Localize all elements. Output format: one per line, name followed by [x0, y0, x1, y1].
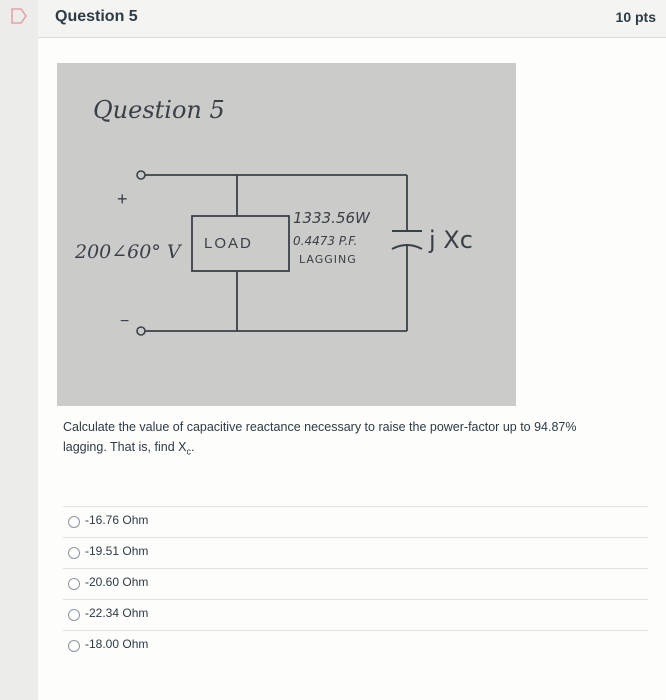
radio-button[interactable]: [68, 609, 80, 621]
load-label: LOAD: [204, 235, 253, 252]
left-rail: [0, 0, 39, 700]
question-title: Question 5: [55, 8, 138, 25]
radio-button[interactable]: [68, 516, 80, 528]
radio-button[interactable]: [68, 640, 80, 652]
answer-option[interactable]: [63, 507, 648, 537]
source-label: 200∠60° V: [75, 241, 181, 263]
radio-button[interactable]: [68, 578, 80, 590]
minus-sign: −: [120, 313, 130, 330]
circuit-figure: [57, 63, 516, 406]
load-lagging-label: LAGGING: [299, 253, 357, 266]
answer-option[interactable]: [63, 631, 648, 661]
question-text: Calculate the value of capacitive reactance necessary to raise the power-factor up to 94.87% lagging. That is, find $X_c$.: [63, 420, 577, 457]
question-header: [38, 0, 666, 38]
question-card: [38, 0, 666, 700]
circuit-diagram: [57, 63, 516, 406]
answer-label: -22.34 Ohm: [85, 606, 149, 620]
question-points: 10 pts: [615, 9, 656, 25]
load-pf-label: 0.4473 P.F.: [293, 234, 358, 248]
figure-heading: Question 5: [93, 96, 225, 124]
answer-label: -20.60 Ohm: [85, 575, 149, 589]
answer-label: -19.51 Ohm: [85, 544, 149, 558]
capacitor-label: j Xc: [429, 226, 473, 254]
answer-option[interactable]: [63, 569, 648, 599]
answer-option[interactable]: [63, 600, 648, 630]
answer-label: -16.76 Ohm: [85, 513, 149, 527]
answer-option[interactable]: [63, 538, 648, 568]
answer-label: -18.00 Ohm: [85, 637, 149, 651]
flag-icon[interactable]: [10, 8, 28, 24]
load-power-label: 1333.56W: [293, 209, 370, 227]
radio-button[interactable]: [68, 547, 80, 559]
plus-sign: +: [117, 189, 128, 209]
